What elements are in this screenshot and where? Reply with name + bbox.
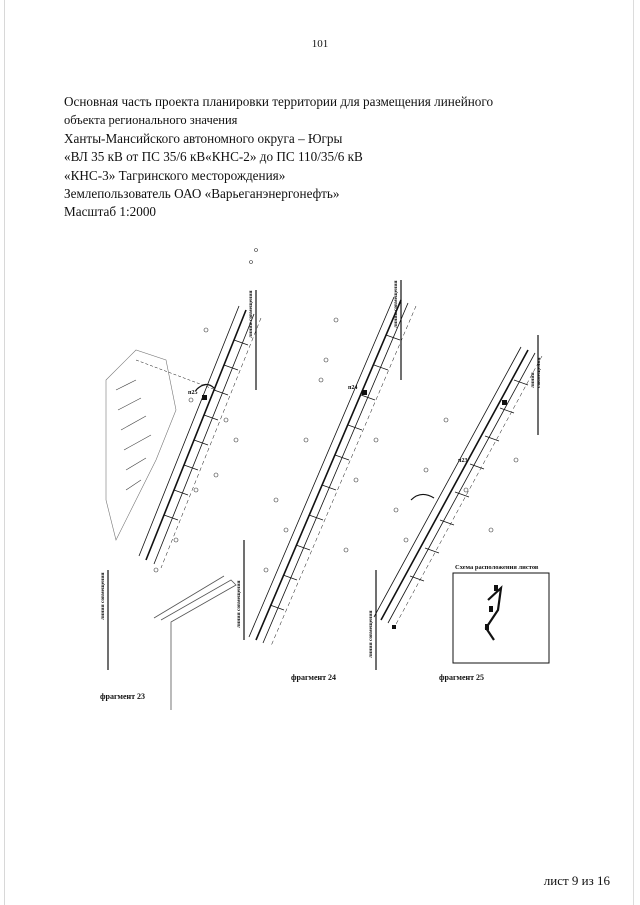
- fragment-24-ticks: [270, 335, 400, 610]
- document-title-block: [64, 93, 584, 222]
- inset-title: Схема расположения листов: [455, 564, 539, 571]
- fragment-label-25: фрагмент 25: [439, 673, 485, 682]
- pole-label-24: п24: [348, 385, 358, 391]
- fragment-label-24: фрагмент 24: [291, 673, 337, 682]
- fragment-23-route: [139, 306, 261, 568]
- title-line-5: «КНС-3» Тагринского месторождения»: [64, 167, 286, 183]
- sheet-number: лист 9 из 16: [543, 873, 610, 888]
- title-line-4: «ВЛ 35 кВ от ПС 35/6 кВ«КНС-2» до ПС 110/35/6 кВ: [64, 149, 363, 165]
- inset-scheme: [453, 573, 549, 663]
- roads: [136, 360, 434, 500]
- fragment-label-23: фрагмент 23: [100, 692, 146, 701]
- route-plan-figure: [96, 240, 560, 710]
- pole-label-23: п23: [458, 458, 468, 464]
- scan-edge-right: [633, 0, 634, 905]
- match-line-label-6: линия совмещения: [368, 610, 374, 658]
- title-line-6: Землепользователь ОАО «Варьеганэнергонефть»: [64, 186, 340, 202]
- title-line-2: объекта регионального значения: [64, 113, 238, 128]
- match-line-label-3: линия совмещения: [393, 280, 399, 328]
- match-line-label-2: линия совмещения: [100, 572, 106, 620]
- route-plan-drawing: [96, 240, 560, 710]
- pole-label-25: п25: [188, 390, 198, 396]
- match-line-label-1: линия совмещения: [248, 290, 254, 338]
- fragment-24-route: [249, 297, 416, 646]
- page-number: 101: [311, 38, 329, 50]
- title-line-3: Ханты-Мансийского автономного округа – Югры: [64, 130, 343, 146]
- title-line-1: Основная часть проекта планировки территории для размещения линейного: [64, 94, 494, 109]
- match-line-label-5: линия совмещения: [530, 357, 542, 388]
- match-line-label-4: линия совмещения: [236, 580, 242, 628]
- boundary-outline: [154, 576, 236, 710]
- fragment-23-ticks: [164, 340, 248, 520]
- title-line-7: Масштаб 1:2000: [64, 204, 157, 220]
- terrain-symbols: [154, 249, 518, 573]
- scan-edge-left: [4, 0, 5, 905]
